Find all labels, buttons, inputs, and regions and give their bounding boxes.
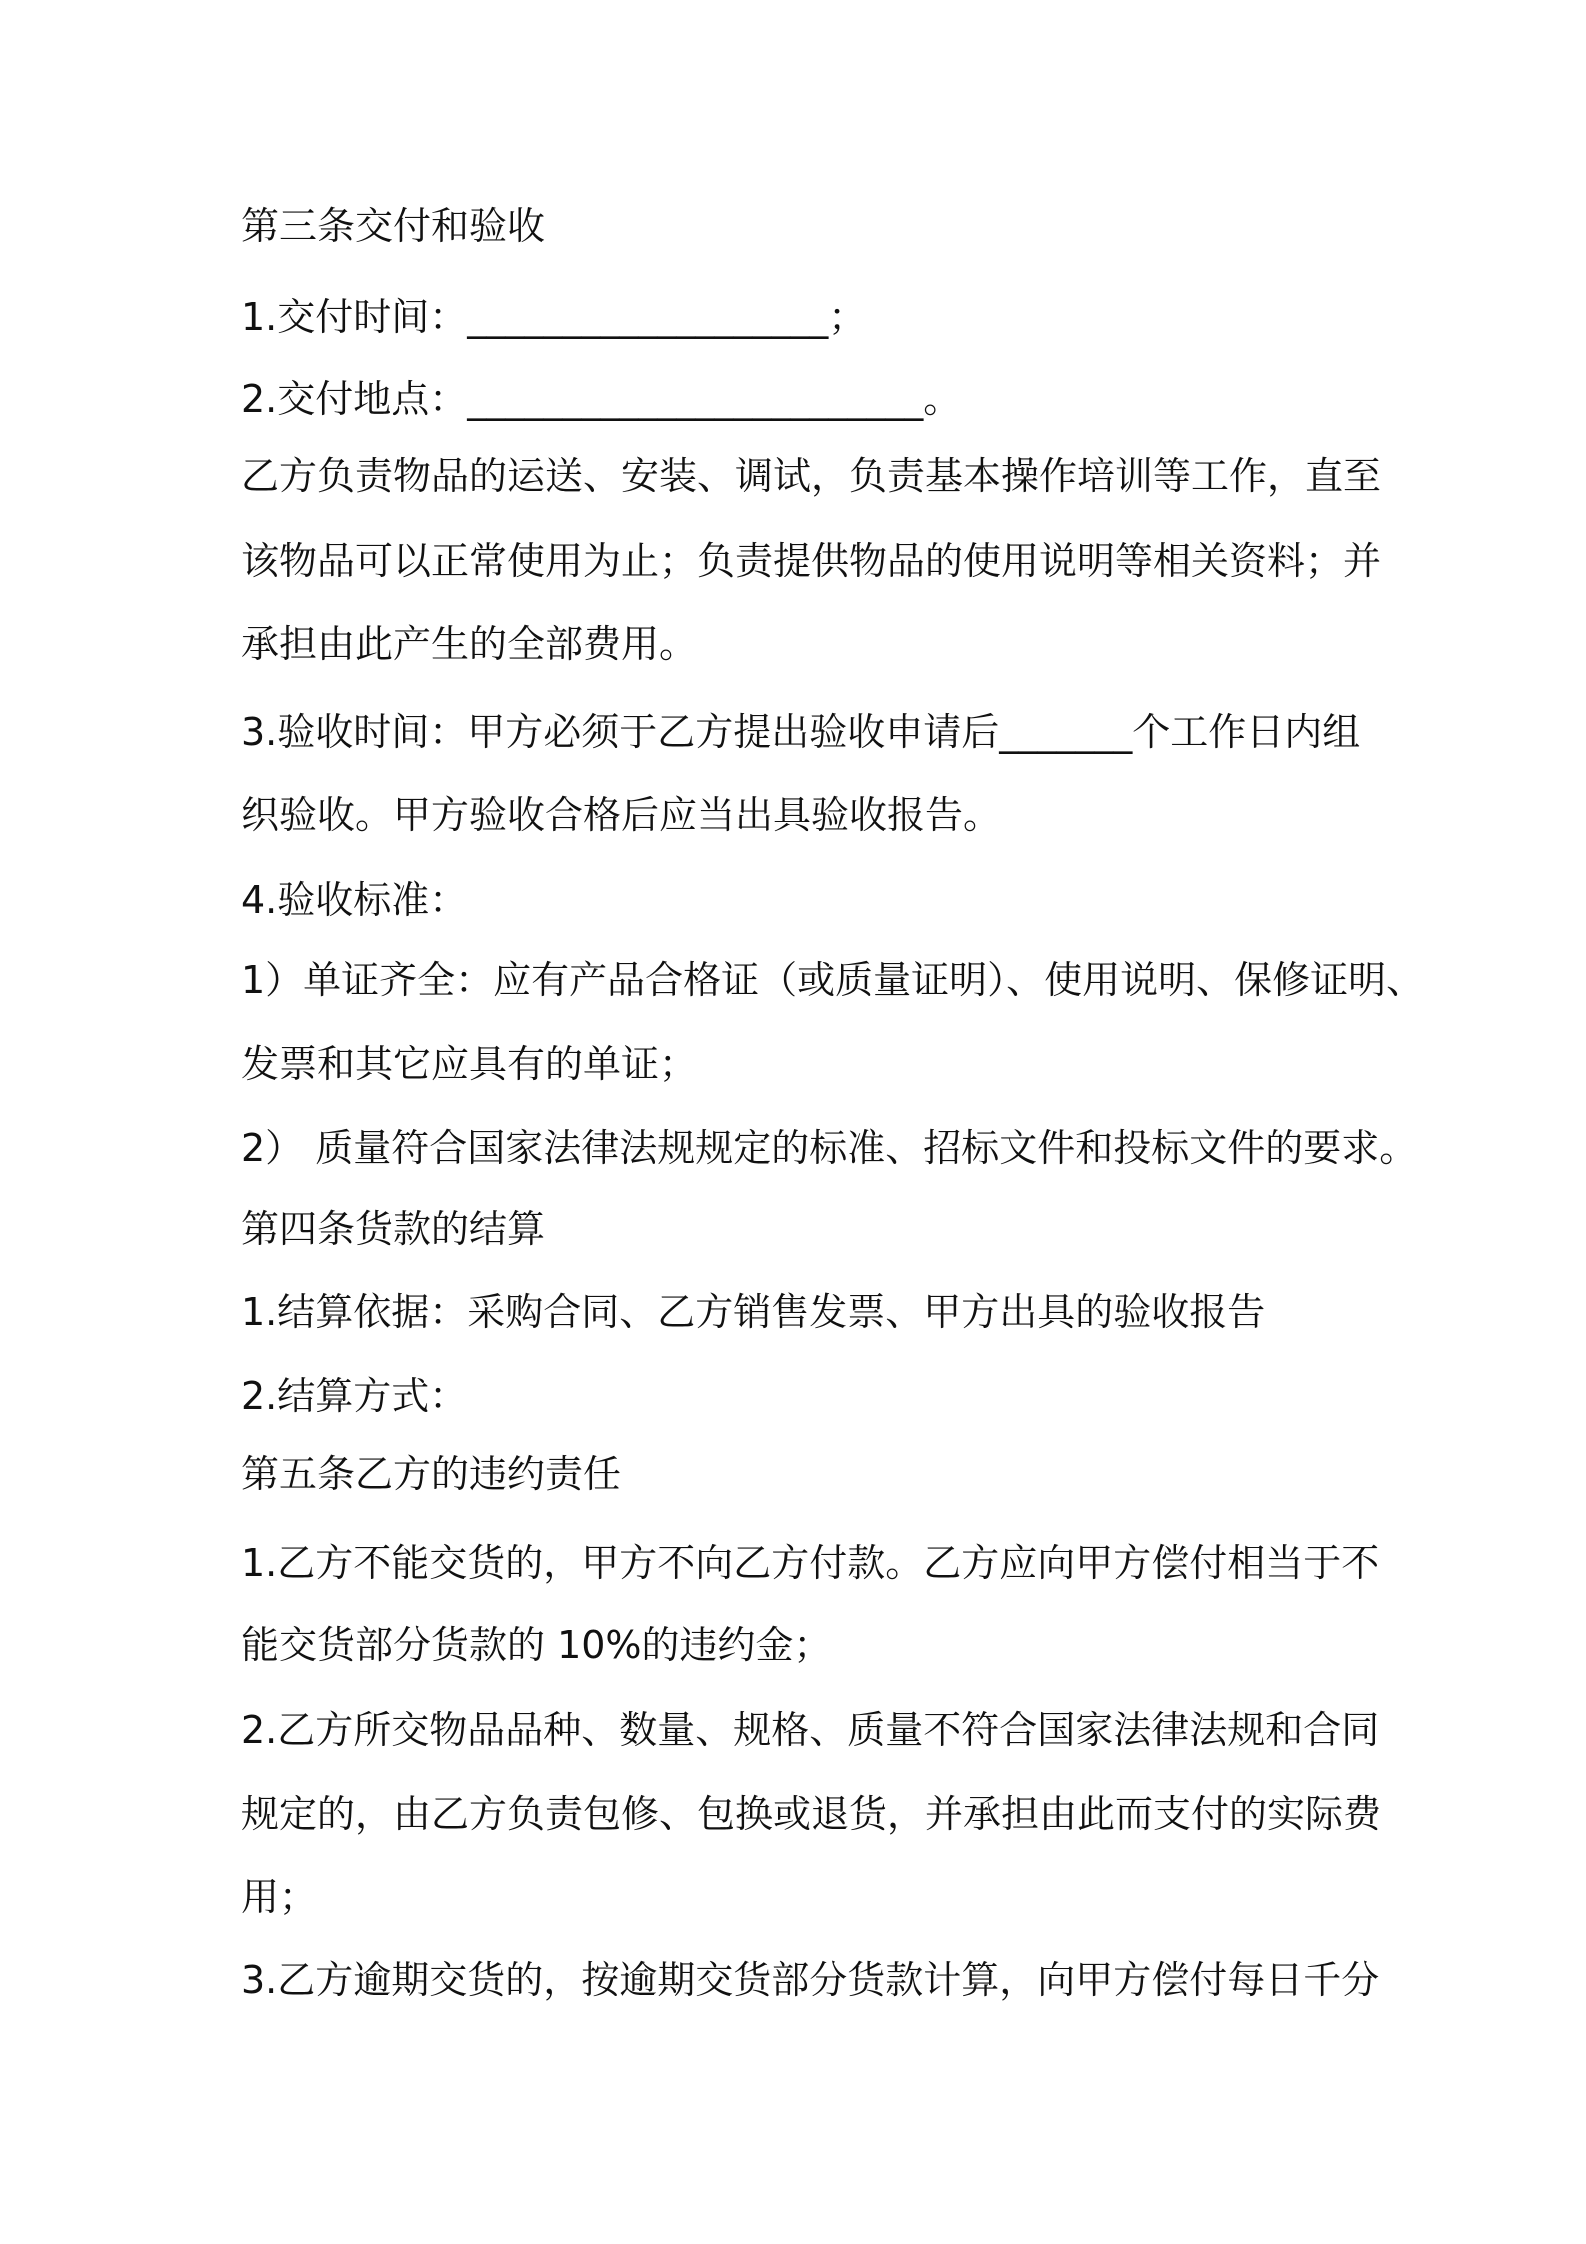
standard-item-1-line-1: 1）单证齐全：应有产品合格证（或质量证明）、使用说明、保修证明、	[241, 958, 1425, 1002]
acceptance-time-line-2: 织验收。甲方验收合格后应当出具验收报告。	[241, 793, 1002, 837]
standard-item-1-line-2: 发票和其它应具有的单证；	[241, 1042, 698, 1086]
settlement-method-line: 2.结算方式：	[241, 1374, 468, 1418]
breach-item-1-line-2: 能交货部分货款的 10%的违约金；	[241, 1623, 832, 1667]
delivery-time-line: 1.交付时间：___________________；	[241, 295, 867, 339]
article-5-heading: 第五条乙方的违约责任	[241, 1452, 622, 1496]
acceptance-time-line-1: 3.验收时间：甲方必须于乙方提出验收申请后_______个工作日内组	[241, 710, 1361, 754]
supplier-duty-line-1: 乙方负责物品的运送、安装、调试，负责基本操作培训等工作，直至	[241, 454, 1382, 498]
delivery-place-line: 2.交付地点：________________________。	[241, 377, 962, 421]
supplier-duty-line-3: 承担由此产生的全部费用。	[241, 622, 698, 666]
breach-item-2-line-2: 规定的，由乙方负责包修、包换或退货，并承担由此而支付的实际费	[241, 1792, 1382, 1836]
acceptance-standard-heading: 4.验收标准：	[241, 878, 468, 922]
settlement-basis-line: 1.结算依据：采购合同、乙方销售发票、甲方出具的验收报告	[241, 1290, 1266, 1334]
article-4-heading: 第四条货款的结算	[241, 1207, 546, 1251]
breach-item-2-line-1: 2.乙方所交物品品种、数量、规格、质量不符合国家法律法规和合同	[241, 1708, 1380, 1752]
breach-item-3-line-1: 3.乙方逾期交货的，按逾期交货部分货款计算，向甲方偿付每日千分	[241, 1958, 1380, 2002]
breach-item-1-line-1: 1.乙方不能交货的，甲方不向乙方付款。乙方应向甲方偿付相当于不	[241, 1541, 1380, 1585]
breach-item-2-line-3: 用；	[241, 1875, 318, 1919]
standard-item-2-line: 2） 质量符合国家法律法规规定的标准、招标文件和投标文件的要求。	[241, 1126, 1418, 1170]
supplier-duty-line-2: 该物品可以正常使用为止；负责提供物品的使用说明等相关资料；并	[241, 539, 1382, 583]
article-3-heading: 第三条交付和验收	[241, 204, 546, 248]
